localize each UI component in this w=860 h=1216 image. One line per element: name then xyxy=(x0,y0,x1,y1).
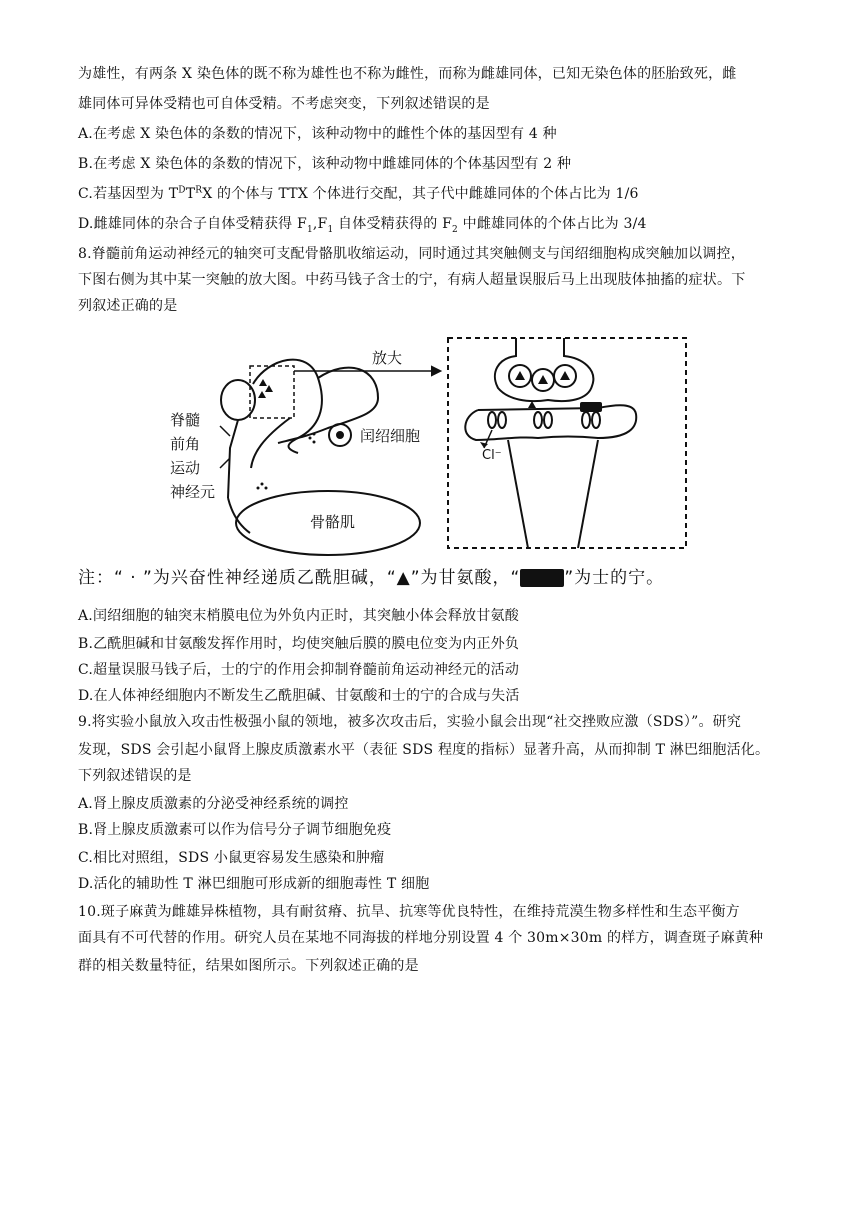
q8-option-a: A.闰绍细胞的轴突末梢膜电位为外负内正时，其突触小体会释放甘氨酸 xyxy=(78,608,519,624)
synapse-figure xyxy=(78,318,790,608)
strychnine-mark xyxy=(580,402,602,412)
label-enlarge: 放大 xyxy=(372,349,403,367)
postsynaptic-membrane xyxy=(465,405,636,440)
label-neuron-line4: 神经元 xyxy=(170,483,216,501)
figure-note-text2: ”为士的宁。 xyxy=(564,568,665,588)
q9-option-d: D.活化的辅助性 T 淋巴细胞可形成新的细胞毒性 T 细胞 xyxy=(78,876,430,892)
q7-option-d xyxy=(78,214,790,234)
q8-option-c: C.超量误服马钱子后，士的宁的作用会抑制脊髓前角运动神经元的活动 xyxy=(78,662,520,678)
q7-stem-line2: 雄同体可异体受精也可自体受精。不考虑突变，下列叙述错误的是 xyxy=(78,96,490,112)
q7-option-a: A.在考虑 X 染色体的条数的情况下，该种动物中的雌性个体的基因型有 4 种 xyxy=(78,126,557,142)
figure-note-text1: 注：“ · ”为兴奋性神经递质乙酰胆碱，“▲”为甘氨酸，“ xyxy=(78,568,521,588)
label-neuron-line2: 前角 xyxy=(170,435,201,453)
q10-stem-line1: 10.斑子麻黄为雌雄异株植物，具有耐贫瘠、抗旱、抗寒等优良特性，在维持荒漠生物多样性和生态平衡方 xyxy=(78,904,740,920)
q7-option-d-text2: ,F xyxy=(312,216,328,232)
q9-option-b: B.肾上腺皮质激素可以作为信号分子调节细胞免疫 xyxy=(78,822,392,838)
q9-stem-line2: 发现，SDS 会引起小鼠肾上腺皮质激素水平（表征 SDS 程度的指标）显著升高，从而抑制 T 淋巴细胞活化。 xyxy=(78,742,770,758)
q8-stem-line2: 下图右侧为其中某一突触的放大图。中药马钱子含士的宁，有病人超量误服后马上出现肢体抽搐的症状。下 xyxy=(78,272,746,288)
q7-option-c-text3: X 的个体与 TTX 个体进行交配，其子代中雌雄同体的个体占比为 1/6 xyxy=(202,186,639,202)
q7-stem-line1: 为雄性，有两条 X 染色体的既不称为雄性也不称为雌性，而称为雌雄同体，已知无染色体的胚胎致死，雌 xyxy=(78,66,737,82)
q9-stem-line3: 下列叙述错误的是 xyxy=(78,768,192,784)
q8-stem-line3: 列叙述正确的是 xyxy=(78,298,178,314)
q7-option-d-sub3: 2 xyxy=(452,224,458,235)
label-skeletal-muscle: 骨骼肌 xyxy=(310,513,356,531)
q10-stem-line2: 面具有不可代替的作用。研究人员在某地不同海拔的样地分别设置 4 个 30m×30m 的样方，调查斑子麻黄种 xyxy=(78,930,764,946)
q9-stem-line1: 9.将实验小鼠放入攻击性极强小鼠的领地，被多次攻击后，实验小鼠会出现“社交挫败应激（SDS）”。研究 xyxy=(78,714,742,730)
q9-option-a: A.肾上腺皮质激素的分泌受神经系统的调控 xyxy=(78,796,349,812)
q7-option-c-sup1: D xyxy=(178,185,186,196)
q8-option-d: D.在人体神经细胞内不断发生乙酰胆碱、甘氨酸和士的宁的合成与失活 xyxy=(78,688,520,704)
q7-option-c xyxy=(78,184,790,204)
strychnine-symbol xyxy=(520,569,564,587)
q8-option-b: B.乙酰胆碱和甘氨酸发挥作用时，均使突触后膜的膜电位变为内正外负 xyxy=(78,636,520,652)
label-chloride: Cl⁻ xyxy=(482,448,502,463)
q7-option-c-text1: C.若基因型为 T xyxy=(78,186,179,202)
q7-option-d-text4: 中雌雄同体的个体占比为 3/4 xyxy=(457,216,647,232)
label-renshaw-cell: 闰绍细胞 xyxy=(360,427,421,445)
q10-stem-line3: 群的相关数量特征，结果如图所示。下列叙述正确的是 xyxy=(78,958,419,974)
axon-collateral xyxy=(253,360,322,453)
q9-option-c: C.相比对照组，SDS 小鼠更容易发生感染和肿瘤 xyxy=(78,850,385,866)
q7-option-d-text3: 自体受精获得的 F xyxy=(333,216,453,232)
q8-stem-line1: 8.脊髓前角运动神经元的轴突可支配骨骼肌收缩运动，同时通过其突触侧支与闰绍细胞构成突触加以调控， xyxy=(78,246,745,262)
q7-option-d-sub1: 1 xyxy=(306,224,313,235)
label-neuron-line1: 脊髓 xyxy=(170,411,201,429)
label-neuron-line3: 运动 xyxy=(170,459,201,477)
q7-option-c-text2: T xyxy=(185,186,196,202)
figure-note xyxy=(78,566,664,590)
q7-option-b: B.在考虑 X 染色体的条数的情况下，该种动物中雌雄同体的个体基因型有 2 种 xyxy=(78,156,572,172)
q7-option-d-text1: D.雌雄同体的杂合子自体受精获得 F xyxy=(78,216,307,232)
q7-option-c-sup2: R xyxy=(195,185,203,196)
q7-option-d-sub2: 1 xyxy=(327,224,334,235)
